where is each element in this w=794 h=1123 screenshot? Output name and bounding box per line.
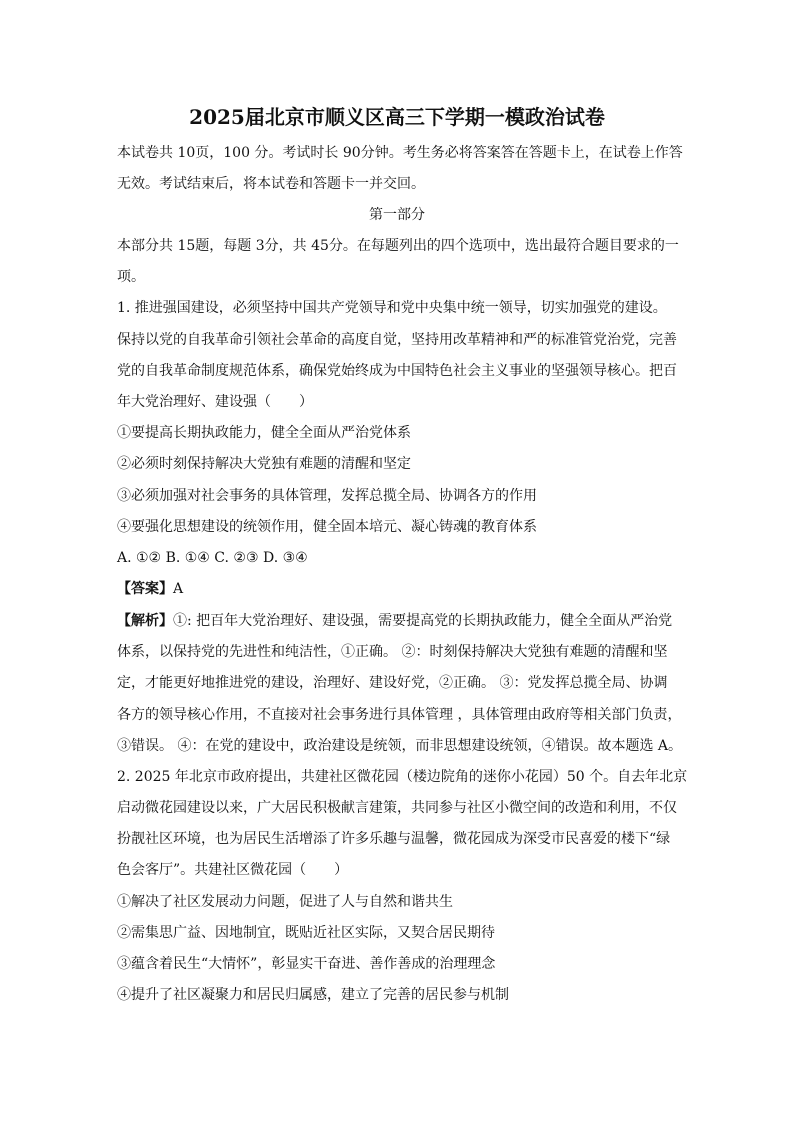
- q1-option: ③必须加强对社会事务的具体管理，发挥总揽全局、协调各方的作用: [117, 488, 537, 504]
- q1-stem-line: 保持以党的自我革命引领社会革命的高度自觉，坚持用改革精神和严的标准管党治党，完善: [117, 332, 677, 348]
- q1-analysis-line: ③错误。 ④：在党的建设中，政治建设是统领，而非思想建设统领，④错误。故本题选 A。: [117, 738, 683, 754]
- page-title: 2025届北京市顺义区高三下学期一模政治试卷: [189, 105, 605, 129]
- section-intro-line: 本部分共 15题，每题 3分，共 45分。在每题列出的四个选项中，选出最符合题目要求的一: [117, 238, 679, 254]
- section-intro-line: 项。: [117, 269, 145, 285]
- q1-analysis-line: 定，才能更好地推进党的建设，治理好、建设好党，②正确。 ③：党发挥总揽全局、协调: [117, 675, 668, 691]
- analysis-text: ①: 把百年大党治理好、建设强，需要提高党的长期执政能力，健全全面从严治党: [173, 613, 673, 629]
- q1-option: ④要强化思想建设的统领作用，健全固本培元、凝心铸魂的教育体系: [117, 519, 537, 535]
- section-title: 第一部分: [369, 207, 425, 223]
- answer-label: 【答案】: [117, 581, 173, 597]
- q1-analysis-line: [117, 611, 672, 631]
- intro-line: 本试卷共 10页，100 分。考试时长 90分钟。考生务必将答案答在答题卡上，在试卷上作答: [117, 145, 683, 161]
- analysis-label: 【解析】: [117, 613, 173, 629]
- q2-stem-line: 启动微花园建设以来，广大居民积极献言建策，共同参与社区小微空间的改造和利用，不仅: [117, 800, 677, 816]
- q2-stem-line: 扮靓社区环境，也为居民生活增添了许多乐趣与温馨，微花园成为深受市民喜爱的楼下“绿: [117, 831, 671, 847]
- q1-choices: A. ①② B. ①④ C. ②③ D. ③④: [117, 550, 308, 566]
- intro-line: 无效。考试结束后，将本试卷和答题卡一并交回。: [117, 176, 425, 192]
- q2-option: ④提升了社区凝聚力和居民归属感，建立了完善的居民参与机制: [117, 987, 509, 1003]
- q2-option: ①解决了社区发展动力问题，促进了人与自然和谐共生: [117, 894, 453, 910]
- q1-stem-line: 党的自我革命制度规范体系，确保党始终成为中国特色社会主义事业的坚强领导核心。把百: [117, 363, 677, 379]
- answer-value: A: [173, 581, 184, 597]
- q1-option: ②必须时刻保持解决大党独有难题的清醒和坚定: [117, 456, 411, 472]
- q1-analysis-line: 各方的领导核心作用，不直接对社会事务进行具体管理 ，具体管理由政府等相关部门负责，: [117, 707, 682, 723]
- q1-answer: [117, 579, 183, 599]
- q1-analysis-line: 体系，以保持党的先进性和纯洁性，①正确。 ②：时刻保持解决大党独有难题的清醒和坚: [117, 644, 668, 660]
- q1-stem-line: 1. 推进强国建设，必须坚持中国共产党领导和党中央集中统一领导，切实加强党的建设。: [117, 300, 667, 316]
- q2-option: ③蕴含着民生“大情怀”，彰显实干奋进、善作善成的治理理念: [117, 956, 496, 972]
- q1-option: ①要提高长期执政能力，健全全面从严治党体系: [117, 425, 411, 441]
- q2-stem-line: 色会客厅”。共建社区微花园（ ）: [117, 862, 349, 878]
- q1-stem-line: 年大党治理好、建设强（ ）: [117, 394, 313, 410]
- q2-stem-line: 2. 2025 年北京市政府提出，共建社区微花园（楼边院角的迷你小花园）50 个。自去年北京: [117, 769, 688, 785]
- q2-option: ②需集思广益、因地制宜，既贴近社区实际，又契合居民期待: [117, 925, 495, 941]
